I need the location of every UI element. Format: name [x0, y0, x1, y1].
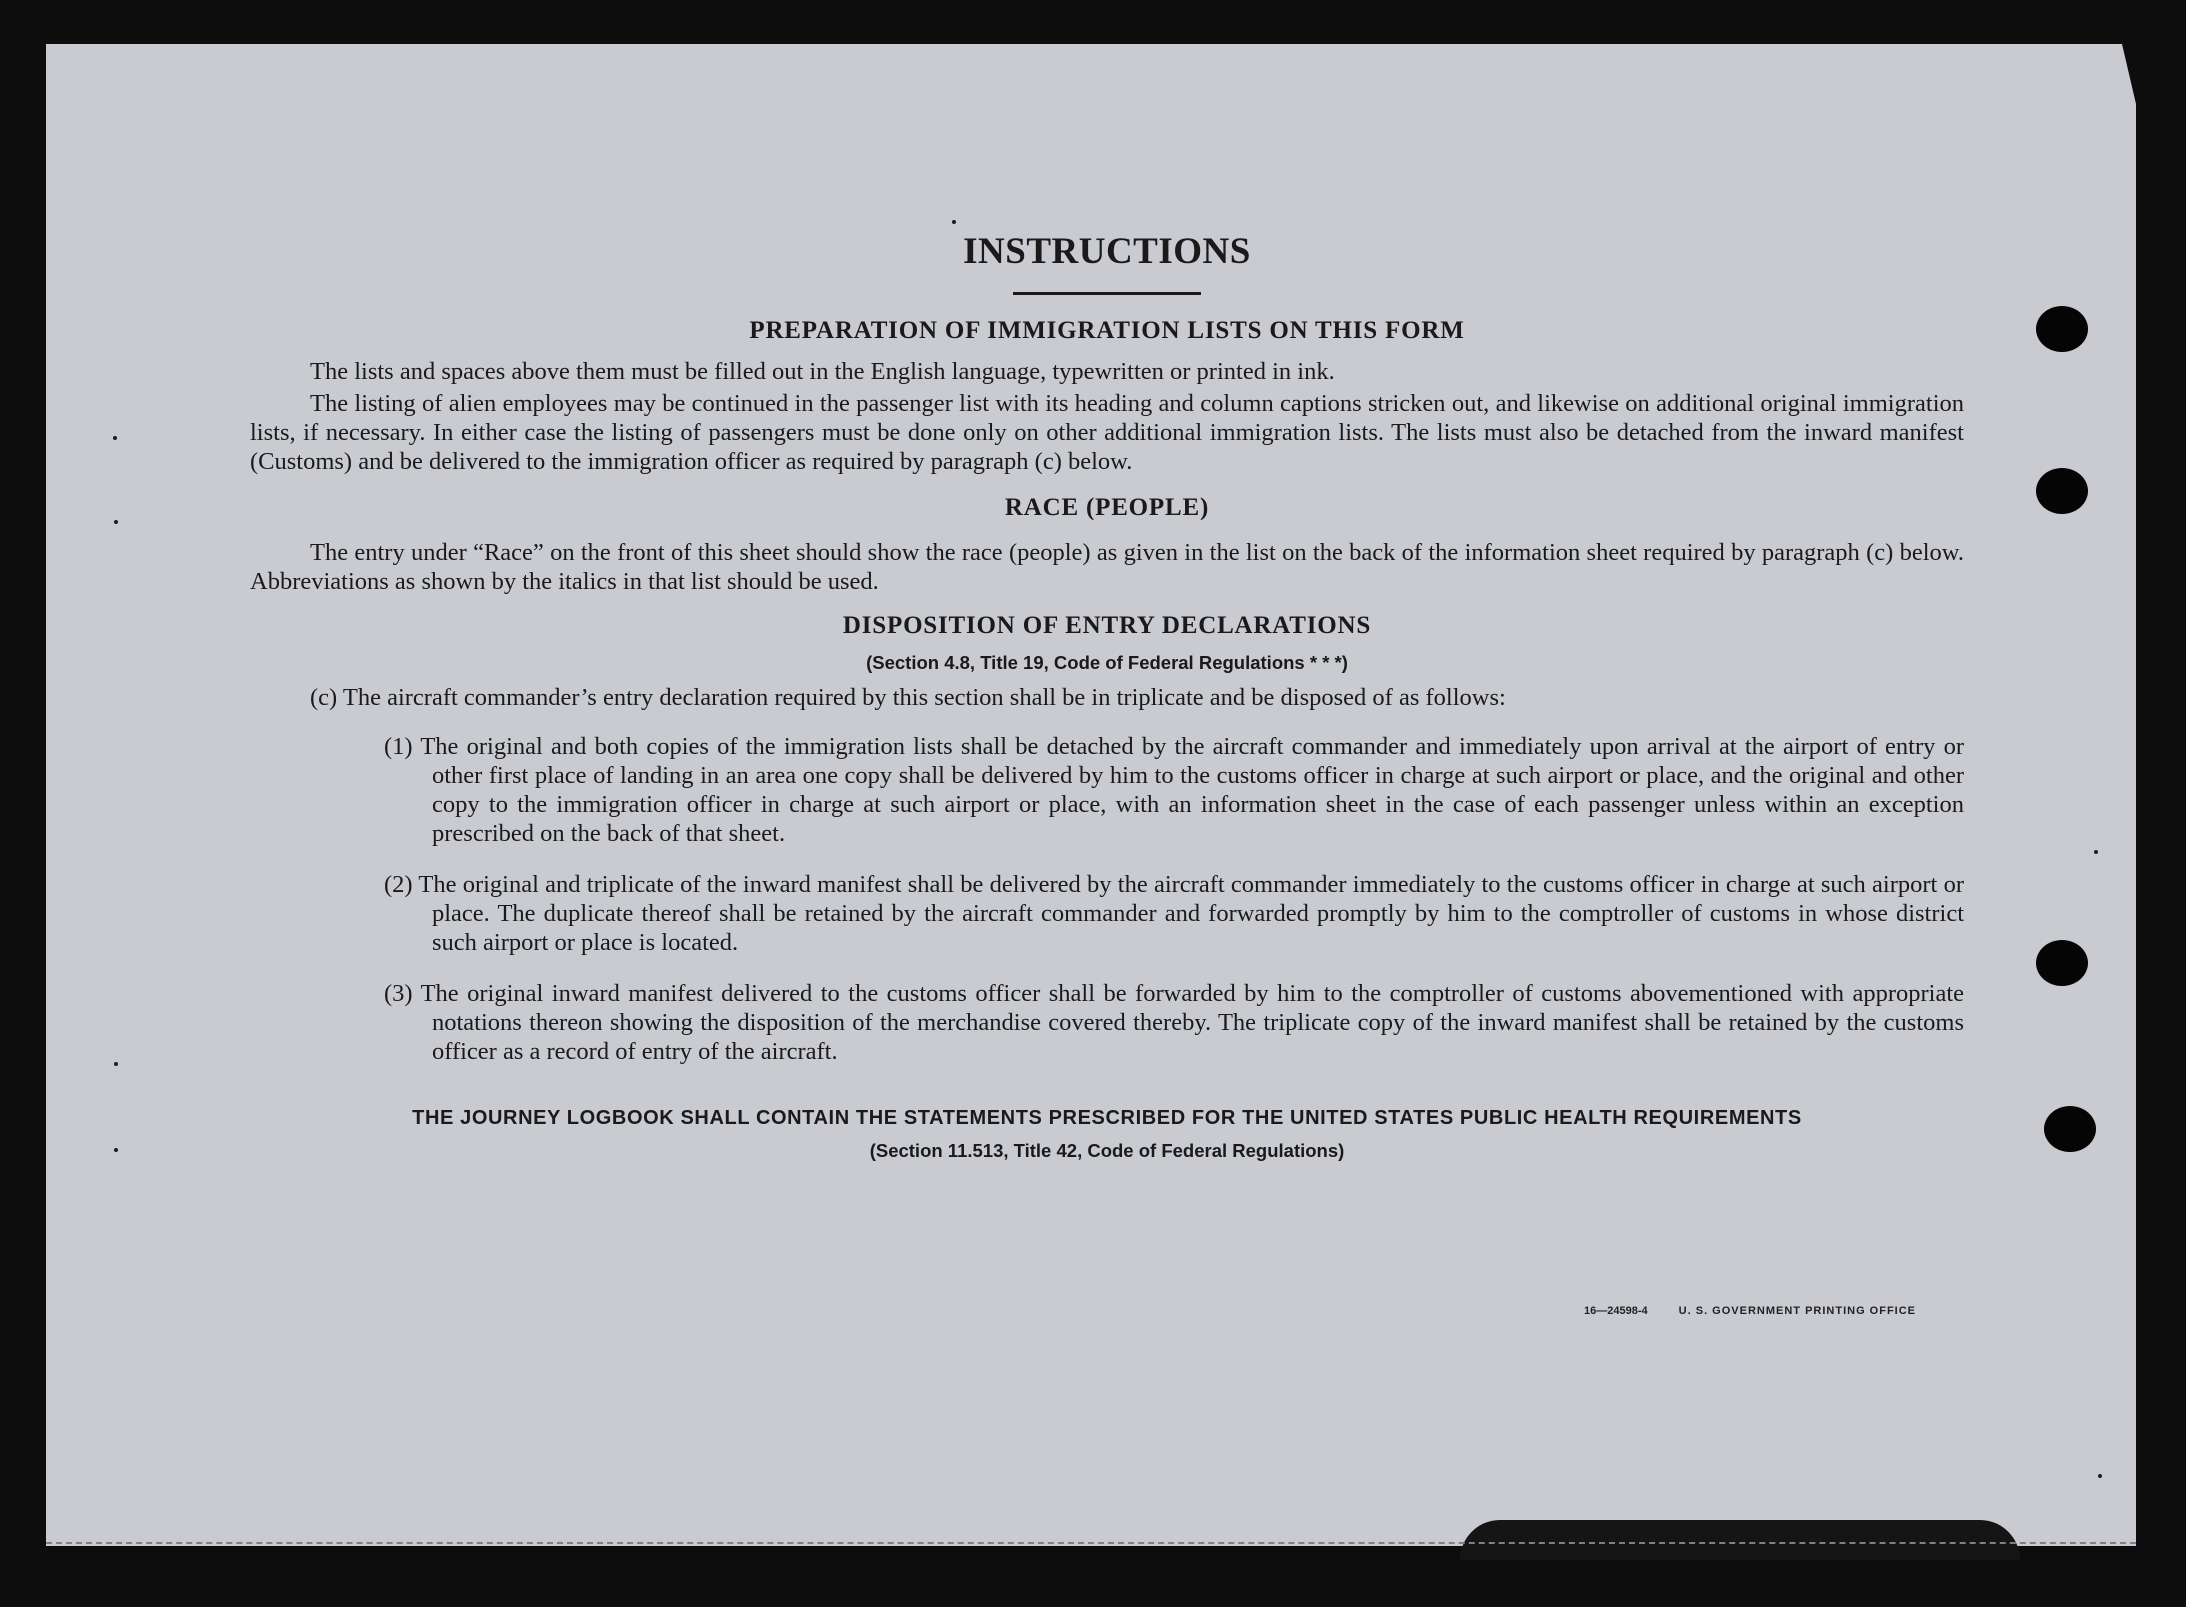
disposition-item-3: (3) The original inward manifest delivered to the customs officer shall be forwarded by him to the comptroller of customs abovementioned with appropriate notations thereon showing the disposition of the merchandise covered thereby. The triplicate copy of the inward manifest shall be retained by the customs officer as a record of entry of the aircraft. [384, 980, 1964, 1065]
speck [952, 220, 956, 224]
punch-hole-2 [2036, 468, 2088, 514]
page-title: INSTRUCTIONS [963, 231, 1251, 272]
footer-statement: THE JOURNEY LOGBOOK SHALL CONTAIN THE STATEMENTS PRESCRIBED FOR THE UNITED STATES PUBLIC HEALTH REQUIREMENTS [412, 1107, 1802, 1129]
punch-hole-1 [2036, 306, 2088, 352]
section-heading-disposition: DISPOSITION OF ENTRY DECLARATIONS [842, 612, 1372, 639]
instructions-content [250, 230, 1964, 1165]
paragraph-race: The entry under “Race” on the front of this sheet should show the race (people) as given in the list on the back of the information sheet required by paragraph (c) below. Abbreviations as shown by the italics in that list should be used. [250, 539, 1964, 595]
paragraph-preparation-1: The lists and spaces above them must be filled out in the English language, typewritten or printed in ink. [310, 358, 1335, 385]
speck [2094, 850, 2098, 854]
print-code [1584, 1305, 1916, 1317]
speck [114, 1062, 118, 1066]
section-heading-preparation: PREPARATION OF IMMIGRATION LISTS ON THIS FORM [749, 317, 1465, 344]
title-underline [1013, 292, 1201, 295]
punch-hole-4 [2044, 1106, 2096, 1152]
form-number: 16—24598-4 [1584, 1305, 1648, 1317]
disposition-citation: (Section 4.8, Title 19, Code of Federal Regulations * * *) [866, 652, 1348, 673]
speck [114, 520, 118, 524]
paragraph-preparation-2: The listing of alien employees may be continued in the passenger list with its heading and column captions stricken out, and likewise on additional original immigration lists, if necessary. In either case the listing of passengers must be done only on other additional immigration lists. The lists must also be detached from the inward manifest (Customs) and be delivered to the immigration officer as required by paragraph (c) below. [250, 390, 1964, 475]
perforation-line [46, 1542, 2136, 1544]
speck [113, 436, 117, 440]
disposition-item-2: (2) The original and triplicate of the inward manifest shall be delivered by the aircraft commander immediately to the customs officer in charge at such airport or place. The duplicate thereof shall be retained by the aircraft commander and forwarded promptly by him to the comptroller of customs in whose district such airport or place is located. [384, 871, 1964, 956]
disposition-item-1: (1) The original and both copies of the immigration lists shall be detached by the aircraft commander and immediately upon arrival at the airport of entry or other first place of landing in an area one copy shall be delivered by him to the customs officer in charge at such airport or place, and the original and other copy to the immigration officer in charge at such airport or place, with an information sheet in the case of each passenger unless within an exception prescribed on the back of that sheet. [384, 733, 1964, 847]
torn-edge-shadow [1460, 1520, 2020, 1560]
paragraph-disposition-intro: (c) The aircraft commander’s entry declaration required by this section shall be in triplicate and be disposed of as follows: [310, 684, 1506, 711]
printer-name: U. S. GOVERNMENT PRINTING OFFICE [1678, 1305, 1917, 1317]
section-heading-race: RACE (PEOPLE) [1004, 494, 1210, 521]
speck [114, 1148, 118, 1152]
footer-citation: (Section 11.513, Title 42, Code of Federal Regulations) [869, 1140, 1345, 1161]
speck [2098, 1474, 2102, 1478]
punch-hole-3 [2036, 940, 2088, 986]
